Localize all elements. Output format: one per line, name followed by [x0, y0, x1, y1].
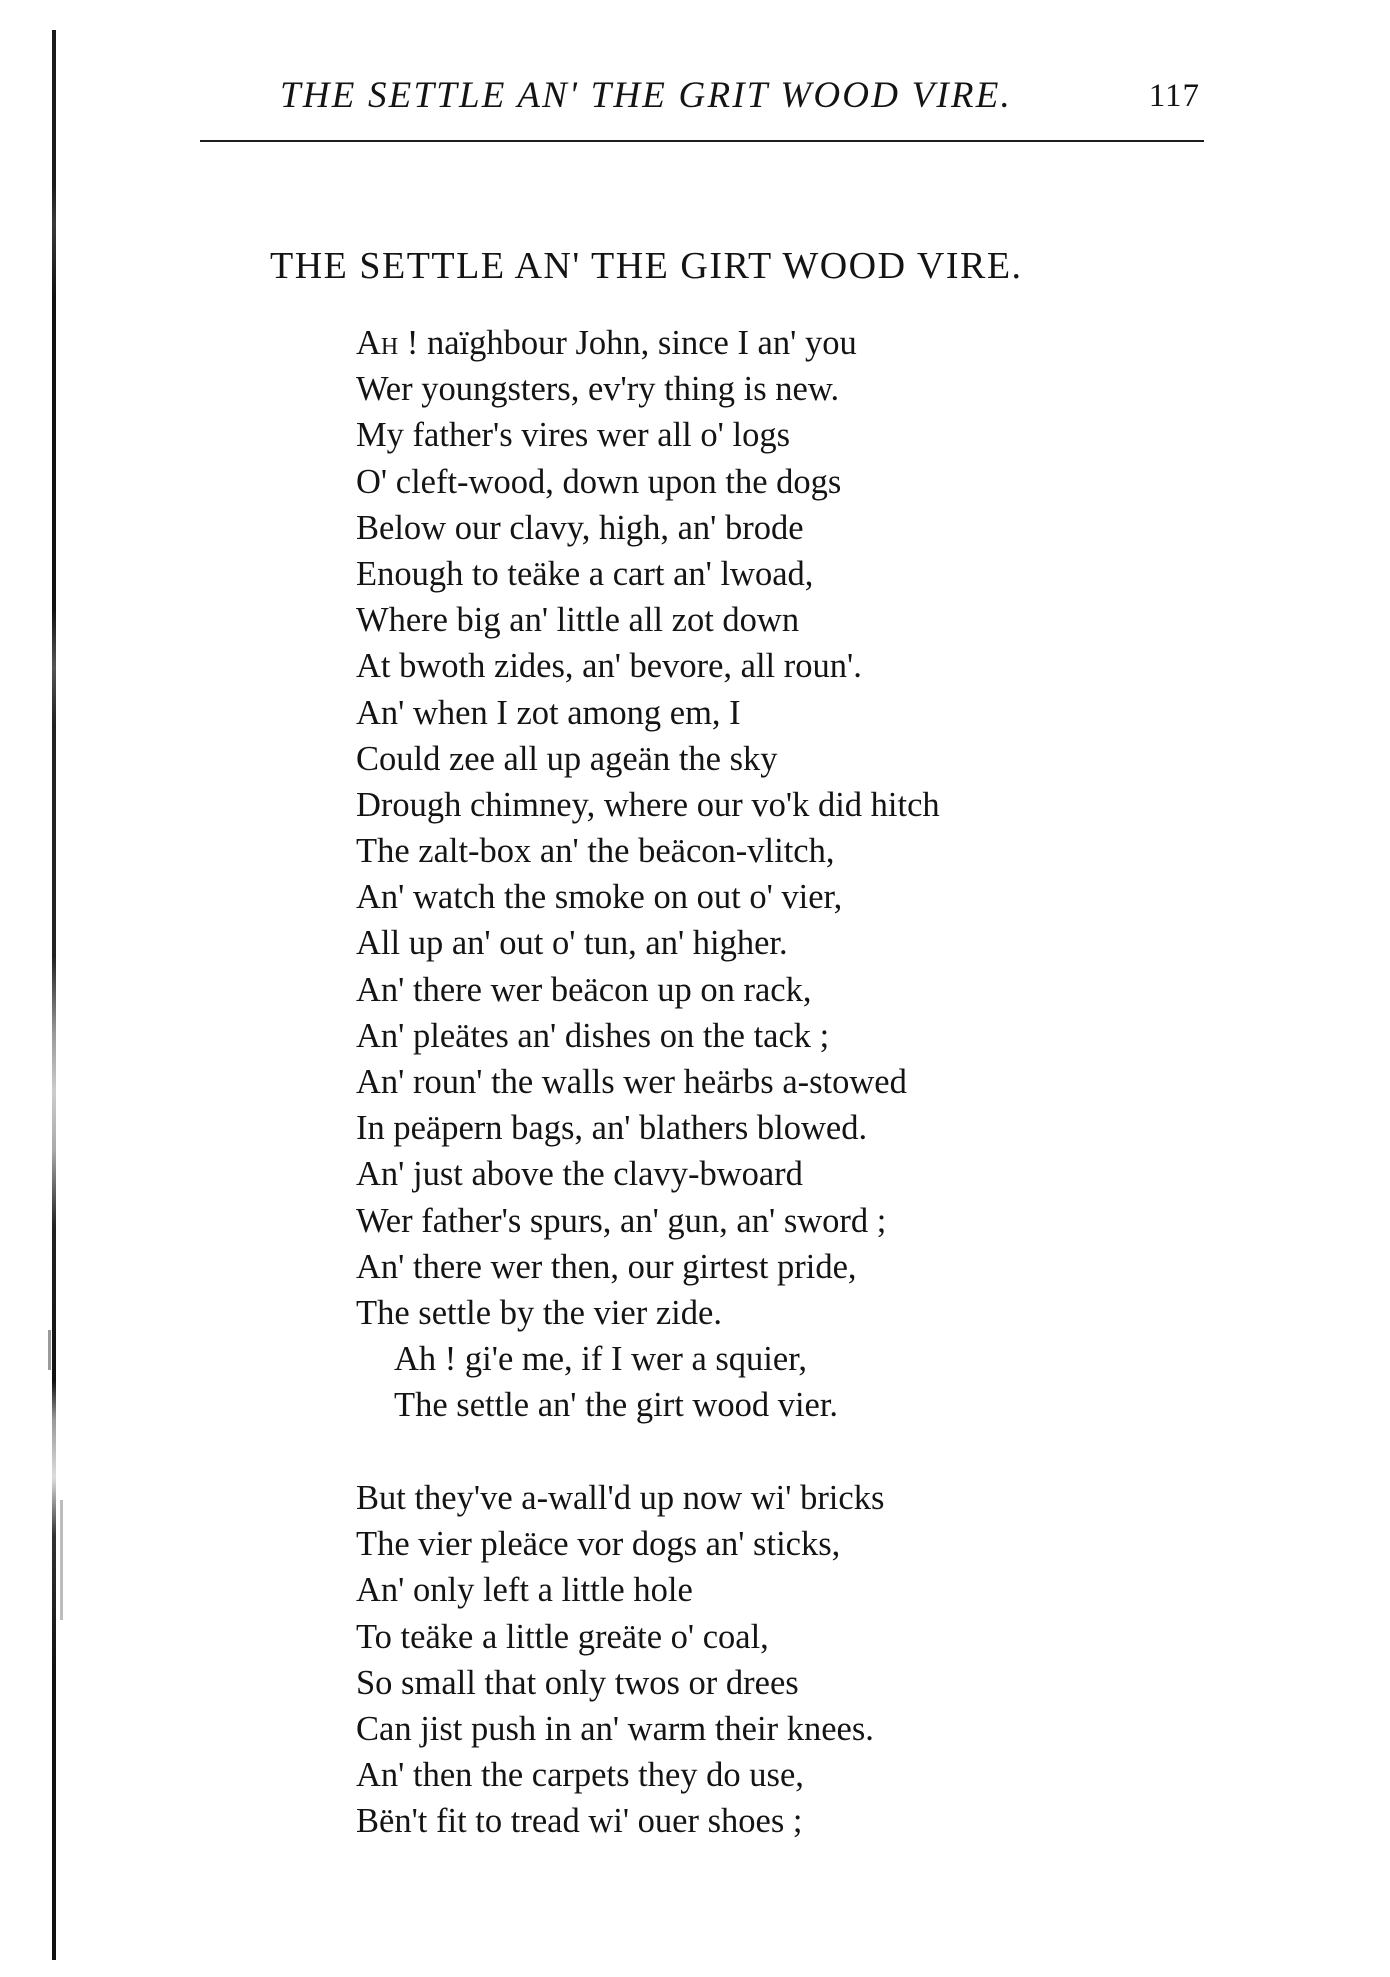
poem-line: An' just above the clavy-bwoard: [356, 1155, 803, 1194]
poem-line: Drough chimney, where our vo'k did hitch: [356, 785, 940, 824]
line-text: ! naïghbour John, since I an' you: [398, 324, 857, 362]
poem-line: The settle by the vier zide.: [356, 1293, 722, 1332]
poem-line: Could zee all up ageän the sky: [356, 739, 778, 778]
poem-line: O' cleft-wood, down upon the dogs: [356, 462, 842, 501]
poem-line: Where big an' little all zot down: [356, 601, 800, 640]
poem-line: Bën't fit to tread wi' ouer shoes ;: [356, 1802, 803, 1841]
running-title: THE SETTLE AN' THE GRIT WOOD VIRE.: [280, 75, 1012, 116]
poem-line: An' then the carpets they do use,: [356, 1756, 804, 1795]
poem-line: So small that only twos or drees: [356, 1663, 799, 1702]
poem-line: To teäke a little greäte o' coal,: [356, 1617, 769, 1656]
poem-line: An' there wer beäcon up on rack,: [356, 970, 812, 1009]
poem-line: An' pleätes an' dishes on the tack ;: [356, 1016, 830, 1055]
binding-edge: [52, 30, 56, 1960]
poem-line: An' roun' the walls wer heärbs a-stowed: [356, 1063, 907, 1101]
stanza-2: [356, 1475, 884, 1845]
poem-line: Wer youngsters, ev'ry thing is new.: [356, 370, 840, 409]
poem-line: The zalt-box an' the beäcon-vlitch,: [356, 832, 835, 871]
poem-line: An' there wer then, our girtest pride,: [356, 1247, 857, 1286]
initial-word: Ah: [356, 324, 399, 362]
poem-line: My father's vires wer all o' logs: [356, 416, 790, 455]
poem-line: At bwoth zides, an' bevore, all roun'.: [356, 647, 862, 686]
poem-line: Wer father's spurs, an' gun, an' sword ;: [356, 1201, 887, 1240]
margin-mark: [60, 1500, 63, 1620]
poem-line: But they've a-wall'd up now wi' bricks: [356, 1479, 885, 1517]
running-head: [200, 74, 1206, 124]
poem-line: The vier pleäce vor dogs an' sticks,: [356, 1525, 841, 1564]
page-number: 117: [1148, 78, 1200, 114]
header-rule: [200, 140, 1204, 142]
margin-mark: [48, 1330, 51, 1370]
stanza-1: [356, 320, 940, 1429]
poem-line: In peäpern bags, an' blathers blowed.: [356, 1109, 868, 1148]
poem-line: An' watch the smoke on out o' vier,: [356, 878, 843, 917]
refrain-line: The settle an' the girt wood vier.: [394, 1386, 839, 1425]
poem-line: Can jist push in an' warm their knees.: [356, 1709, 874, 1748]
poem-line: [356, 320, 940, 366]
poem-line: An' only left a little hole: [356, 1571, 693, 1610]
poem-line: An' when I zot among em, I: [356, 693, 741, 732]
poem-title: THE SETTLE AN' THE GIRT WOOD VIRE.: [270, 245, 1023, 287]
poem-line: Below our clavy, high, an' brode: [356, 508, 804, 547]
poem-line: All up an' out o' tun, an' higher.: [356, 924, 788, 963]
poem-line: Enough to teäke a cart an' lwoad,: [356, 554, 814, 593]
refrain-line: Ah ! gi'e me, if I wer a squier,: [394, 1340, 807, 1379]
